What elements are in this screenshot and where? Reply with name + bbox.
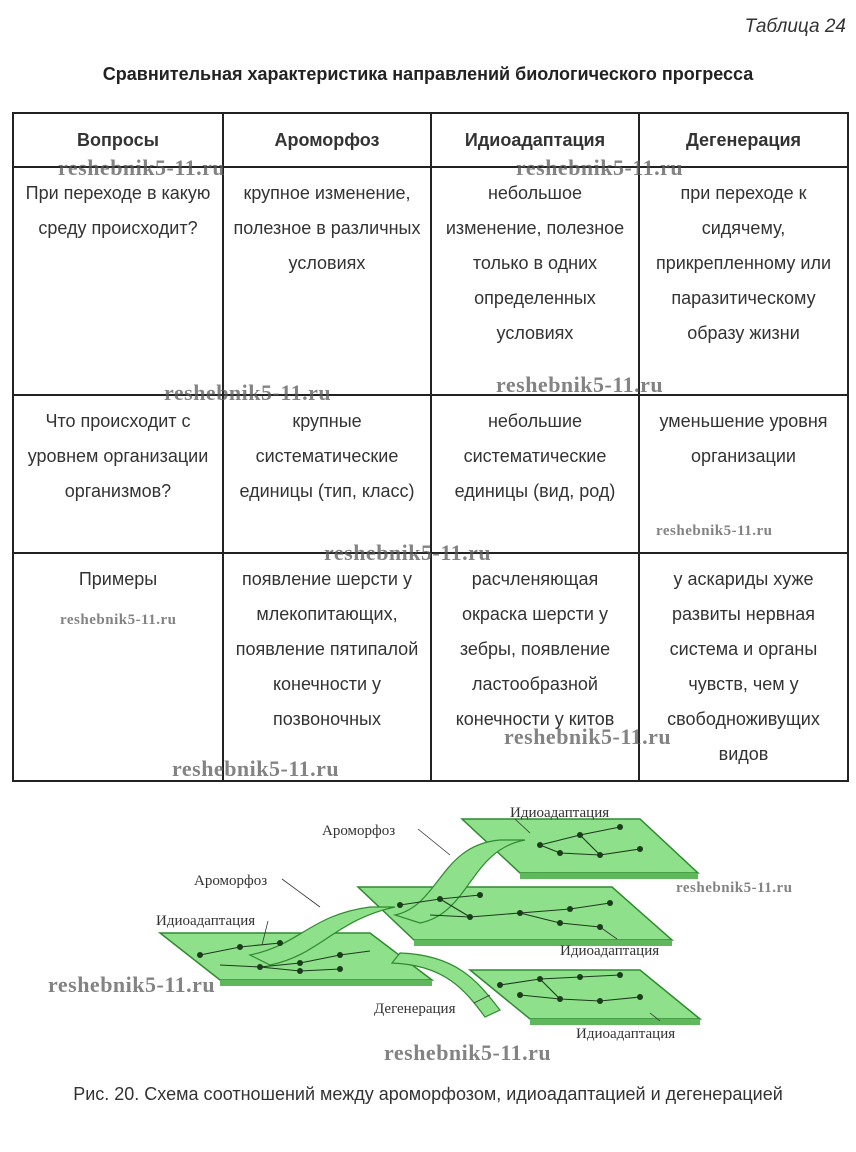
table-cell: крупные систематические единицы (тип, класс) bbox=[223, 395, 431, 553]
table-header-row bbox=[13, 113, 848, 167]
diagram-label-idioadaptation-middle: Идиоадаптация bbox=[560, 943, 660, 959]
table-cell: уменьшение уровня организации bbox=[639, 395, 848, 553]
watermark-text: reshebnik5-11.ru bbox=[60, 612, 177, 628]
diagram-label-degeneration: Дегенерация bbox=[374, 1001, 456, 1017]
watermark-text: reshebnik5-11.ru bbox=[324, 540, 492, 565]
watermark-text: reshebnik5-11.ru bbox=[384, 1040, 552, 1065]
diagram-label-idioadaptation-top: Идиоадаптация bbox=[510, 805, 610, 821]
comparison-table bbox=[12, 112, 849, 782]
header-degeneration: Дегенерация bbox=[639, 113, 848, 167]
table-cell: расчленяющая окраска шерсти у зебры, появление ластообразной конечности у китов bbox=[431, 553, 639, 781]
diagram-label-idioadaptation-left: Идиоадаптация bbox=[156, 913, 256, 929]
figure-caption: Рис. 20. Схема соотношений между ароморфозом, идиоадаптацией и дегенерацией bbox=[73, 1084, 783, 1104]
watermark-text: reshebnik5-11.ru bbox=[48, 972, 216, 997]
table-cell: у аскариды хуже развиты нервная система и органы чувств, чем у свободноживущих видов bbox=[639, 553, 848, 781]
watermark-text: reshebnik5-11.ru bbox=[172, 756, 340, 781]
table-cell: При переходе в какую среду происходит? bbox=[13, 167, 223, 395]
diagram-label-aromorphosis-top: Ароморфоз bbox=[322, 823, 396, 839]
table-cell: появление шерсти у млекопитающих, появление пятипалой конечности у позвоночных bbox=[223, 553, 431, 781]
table-cell: Что происходит с уровнем организации организмов? bbox=[13, 395, 223, 553]
watermark-text: reshebnik5-11.ru bbox=[676, 880, 793, 896]
diagram-label-aromorphosis-left: Ароморфоз bbox=[194, 873, 268, 889]
table-cell: при переходе к сидячему, прикрепленному или паразитическому образу жизни bbox=[639, 167, 848, 395]
header-aromorphosis: Ароморфоз bbox=[223, 113, 431, 167]
page-title: Сравнительная характеристика направлений биологического прогресса bbox=[102, 64, 754, 84]
watermark-text: reshebnik5-11.ru bbox=[504, 724, 672, 749]
watermark-text: reshebnik5-11.ru bbox=[496, 372, 664, 397]
watermark-text: reshebnik5-11.ru bbox=[656, 523, 773, 539]
table-row bbox=[13, 395, 848, 553]
header-questions: Вопросы bbox=[13, 113, 223, 167]
table-row bbox=[13, 167, 848, 395]
table-cell: небольшое изменение, полезное только в одних определенных условиях bbox=[431, 167, 639, 395]
plate-bottom bbox=[470, 970, 700, 1025]
table-cell: Примеры bbox=[13, 553, 223, 781]
table-cell: крупное изменение, полезное в различных условиях bbox=[223, 167, 431, 395]
table-cell: небольшие систематические единицы (вид, род) bbox=[431, 395, 639, 553]
evolution-scheme-diagram bbox=[0, 795, 856, 1065]
header-idioadaptation: Идиоадаптация bbox=[431, 113, 639, 167]
watermark-text: reshebnik5-11.ru bbox=[164, 380, 332, 405]
diagram-label-idioadaptation-bottom: Идиоадаптация bbox=[576, 1026, 676, 1042]
watermark-text: reshebnik5-11.ru bbox=[516, 155, 684, 180]
watermark-text: reshebnik5-11.ru bbox=[58, 155, 226, 180]
table-row bbox=[13, 553, 848, 781]
table-number-label: Таблица 24 bbox=[744, 16, 846, 37]
